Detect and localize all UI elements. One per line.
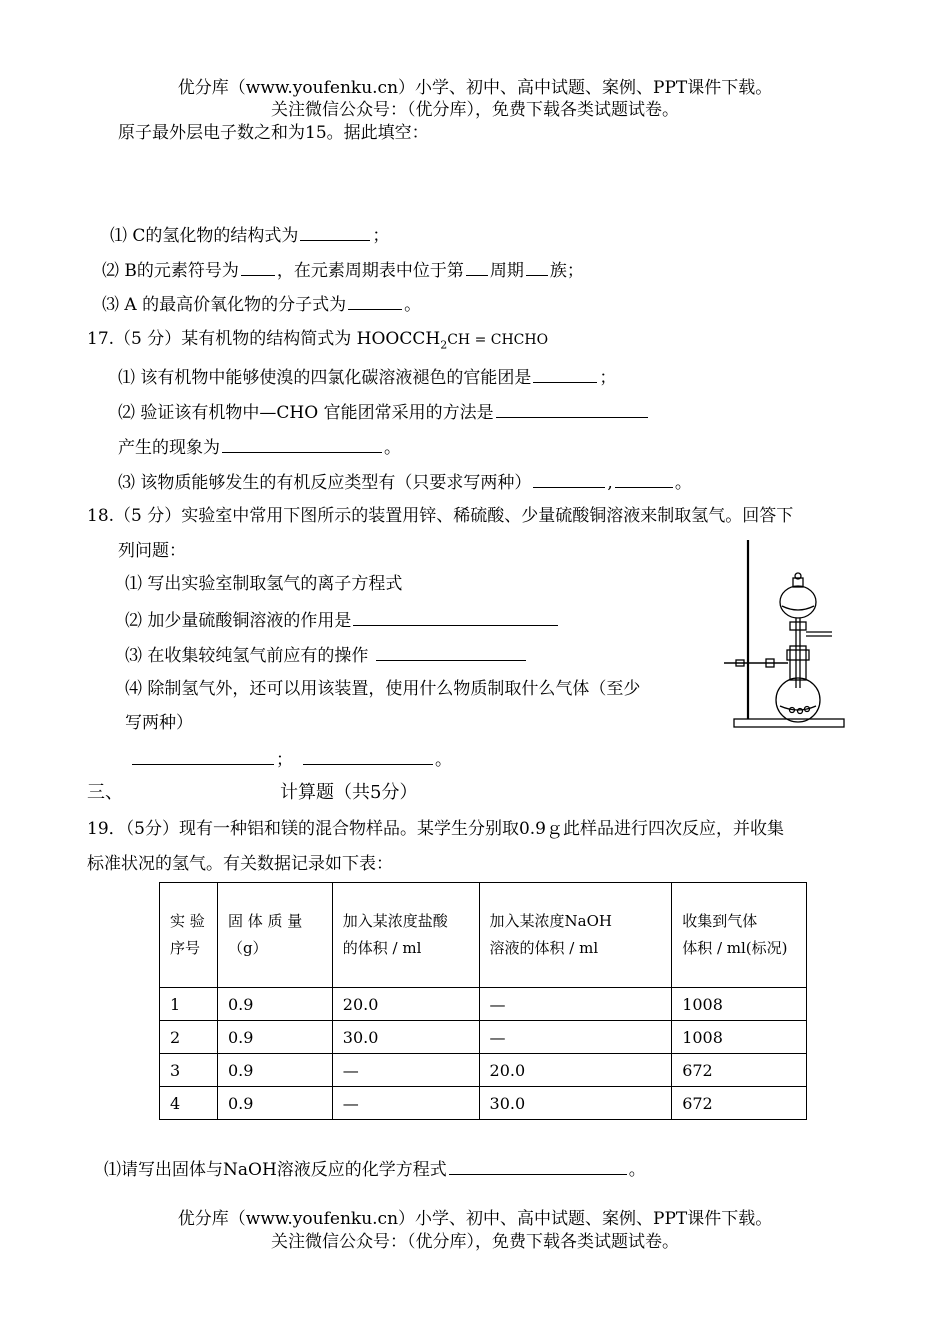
q19-title-2: 标准状况的氢气。有关数据记录如下表：	[87, 854, 393, 874]
table-cell: 0.9	[217, 1021, 332, 1054]
separatory-funnel	[780, 586, 816, 618]
table-cell: 4	[160, 1087, 218, 1120]
table-cell: —	[479, 988, 672, 1021]
table-header-row	[160, 883, 807, 988]
table-cell: 0.9	[217, 988, 332, 1021]
stopcock	[790, 622, 806, 630]
q18-part-2-text: ⑵ 加少量硫酸铜溶液的作用是	[125, 611, 352, 631]
footer-line-1: 优分库（www.youfenku.cn）小学、初中、高中试题、案例、PPT课件下载。	[177, 1209, 773, 1229]
table-cell: 0.9	[217, 1087, 332, 1120]
q18-answer-line	[130, 749, 452, 771]
table-cell: —	[479, 1021, 672, 1054]
q16-part-3	[102, 294, 421, 316]
table-row	[160, 1054, 807, 1087]
q17-title-c: CHCHO	[490, 332, 549, 348]
q17-part-3-sep: ,	[607, 473, 613, 493]
header-cell-hcl-volume: 加入某浓度盐酸 的体积 / ml	[332, 883, 479, 988]
q18-answer-end: 。	[435, 750, 452, 770]
q18-part-4b: 写两种）	[125, 713, 193, 733]
q19-data-table	[159, 882, 807, 1120]
q18-part-2	[125, 610, 560, 632]
table-row	[160, 1087, 807, 1120]
q16-part-2-b: ，在元素周期表中位于第	[276, 261, 464, 281]
answer-blank[interactable]	[466, 260, 488, 276]
header-cell-solid-mass: 固 体 质 量 （g）	[217, 883, 332, 988]
q17-part-3-text: ⑶ 该物质能够发生的有机反应类型有（只要求写两种）	[118, 473, 532, 493]
q17-part-2b-text: 产生的现象为	[118, 438, 220, 458]
q18-part-3-text: ⑶ 在收集较纯氢气前应有的操作	[125, 646, 369, 666]
answer-blank[interactable]	[449, 1159, 627, 1175]
q19-title: 19．（5分）现有一种铝和镁的混合物样品。某学生分别取0.9ｇ此样品进行四次反应，并收集	[87, 819, 784, 839]
q17-part-1-text: ⑴ 该有机物中能够使溴的四氯化碳溶液褪色的官能团是	[118, 368, 532, 388]
answer-blank[interactable]	[303, 749, 433, 765]
table-cell: 3	[160, 1054, 218, 1087]
table-row	[160, 1021, 807, 1054]
table-cell: —	[332, 1087, 479, 1120]
q16-intro: 原子最外层电子数之和为15。据此填空：	[118, 123, 429, 143]
table-cell: 672	[672, 1087, 807, 1120]
answer-blank[interactable]	[526, 260, 548, 276]
answer-blank[interactable]	[533, 367, 597, 383]
q18-part-1: ⑴ 写出实验室制取氢气的离子方程式	[125, 574, 403, 594]
q16-part-1-end: ；	[372, 226, 390, 246]
q17-part-2-text: ⑵ 验证该有机物中—CHO 官能团常采用的方法是	[118, 403, 494, 423]
answer-blank[interactable]	[353, 610, 558, 626]
header-line-2: 关注微信公众号：（优分库），免费下载各类试题试卷。	[271, 100, 679, 120]
q17-part-2	[118, 402, 650, 424]
zinc-granule	[798, 709, 803, 714]
table-cell: 30.0	[479, 1087, 672, 1120]
q19-part-1-text: ⑴请写出固体与NaOH溶液反应的化学方程式	[104, 1160, 447, 1180]
header-cell-gas-volume: 收集到气体 体积 / ml(标况)	[672, 883, 807, 988]
round-bottom-flask	[776, 678, 820, 722]
table-cell: 1	[160, 988, 218, 1021]
q18-title: 18.（5 分）实验室中常用下图所示的装置用锌、稀硫酸、少量硫酸铜溶液来制取氢气。回答下	[87, 506, 794, 526]
q16-part-2-c: 周期	[489, 261, 524, 281]
table-cell: 20.0	[479, 1054, 672, 1087]
answer-blank[interactable]	[348, 294, 402, 310]
q18-part-3	[125, 645, 528, 667]
q17-title	[87, 330, 548, 352]
table-cell: 30.0	[332, 1021, 479, 1054]
q18-answer-sep: ；	[276, 750, 293, 770]
q17-part-2b-end: 。	[384, 438, 401, 458]
table-cell: 672	[672, 1054, 807, 1087]
table-cell: 20.0	[332, 988, 479, 1021]
answer-blank[interactable]	[615, 472, 673, 488]
funnel-liquid	[782, 606, 814, 610]
q18-part-4: ⑷ 除制氢气外，还可以用该装置，使用什么物质制取什么气体（至少	[125, 679, 641, 699]
answer-blank[interactable]	[222, 437, 382, 453]
q17-part-3	[118, 472, 692, 494]
q17-part-1-end: ；	[599, 368, 617, 388]
header-cell-trial: 实 验 序号	[160, 883, 218, 988]
header-line-1: 优分库（www.youfenku.cn）小学、初中、高中试题、案例、PPT课件下载。	[177, 78, 773, 98]
q18-title-2: 列问题：	[118, 541, 186, 561]
table-cell: 2	[160, 1021, 218, 1054]
answer-blank[interactable]	[300, 225, 370, 241]
q16-part-2-a: ⑵ B的元素符号为	[102, 261, 239, 281]
q16-part-3-end: 。	[404, 295, 422, 315]
footer-line-2: 关注微信公众号：（优分库），免费下载各类试题试卷。	[271, 1232, 679, 1252]
q19-part-1-end: 。	[628, 1160, 646, 1180]
q16-part-1-text: ⑴ C的氢化物的结构式为	[110, 226, 299, 246]
q17-title-sub: 2	[440, 338, 448, 352]
q16-part-2	[102, 260, 584, 282]
q17-title-a: 17.（5 分）某有机物的结构简式为 HOOCCH	[87, 329, 441, 349]
table-cell: 1008	[672, 1021, 807, 1054]
q17-part-2b	[118, 437, 401, 459]
answer-blank[interactable]	[376, 645, 526, 661]
q16-part-3-text: ⑶ A 的最高价氧化物的分子式为	[102, 295, 347, 315]
header-cell-naoh-volume: 加入某浓度NaOH 溶液的体积 / ml	[479, 883, 672, 988]
q19-part-1	[104, 1159, 646, 1181]
table-cell: 1008	[672, 988, 807, 1021]
answer-blank[interactable]	[241, 260, 275, 276]
q17-title-b: CH =	[447, 332, 491, 348]
table-cell: 0.9	[217, 1054, 332, 1087]
answer-blank[interactable]	[533, 472, 605, 488]
flask-neck	[790, 646, 806, 680]
table-cell: —	[332, 1054, 479, 1087]
hydrogen-generator-apparatus-illustration	[722, 538, 850, 736]
section-3-number: 三、	[87, 782, 123, 803]
q16-part-1	[110, 225, 389, 247]
table-row	[160, 988, 807, 1021]
answer-blank[interactable]	[132, 749, 274, 765]
q17-part-3-end: 。	[674, 473, 692, 493]
section-3-title: 计算题（共5分）	[280, 782, 418, 803]
q16-part-2-d: 族；	[549, 261, 584, 281]
q17-part-1	[118, 367, 616, 389]
answer-blank[interactable]	[496, 402, 648, 418]
